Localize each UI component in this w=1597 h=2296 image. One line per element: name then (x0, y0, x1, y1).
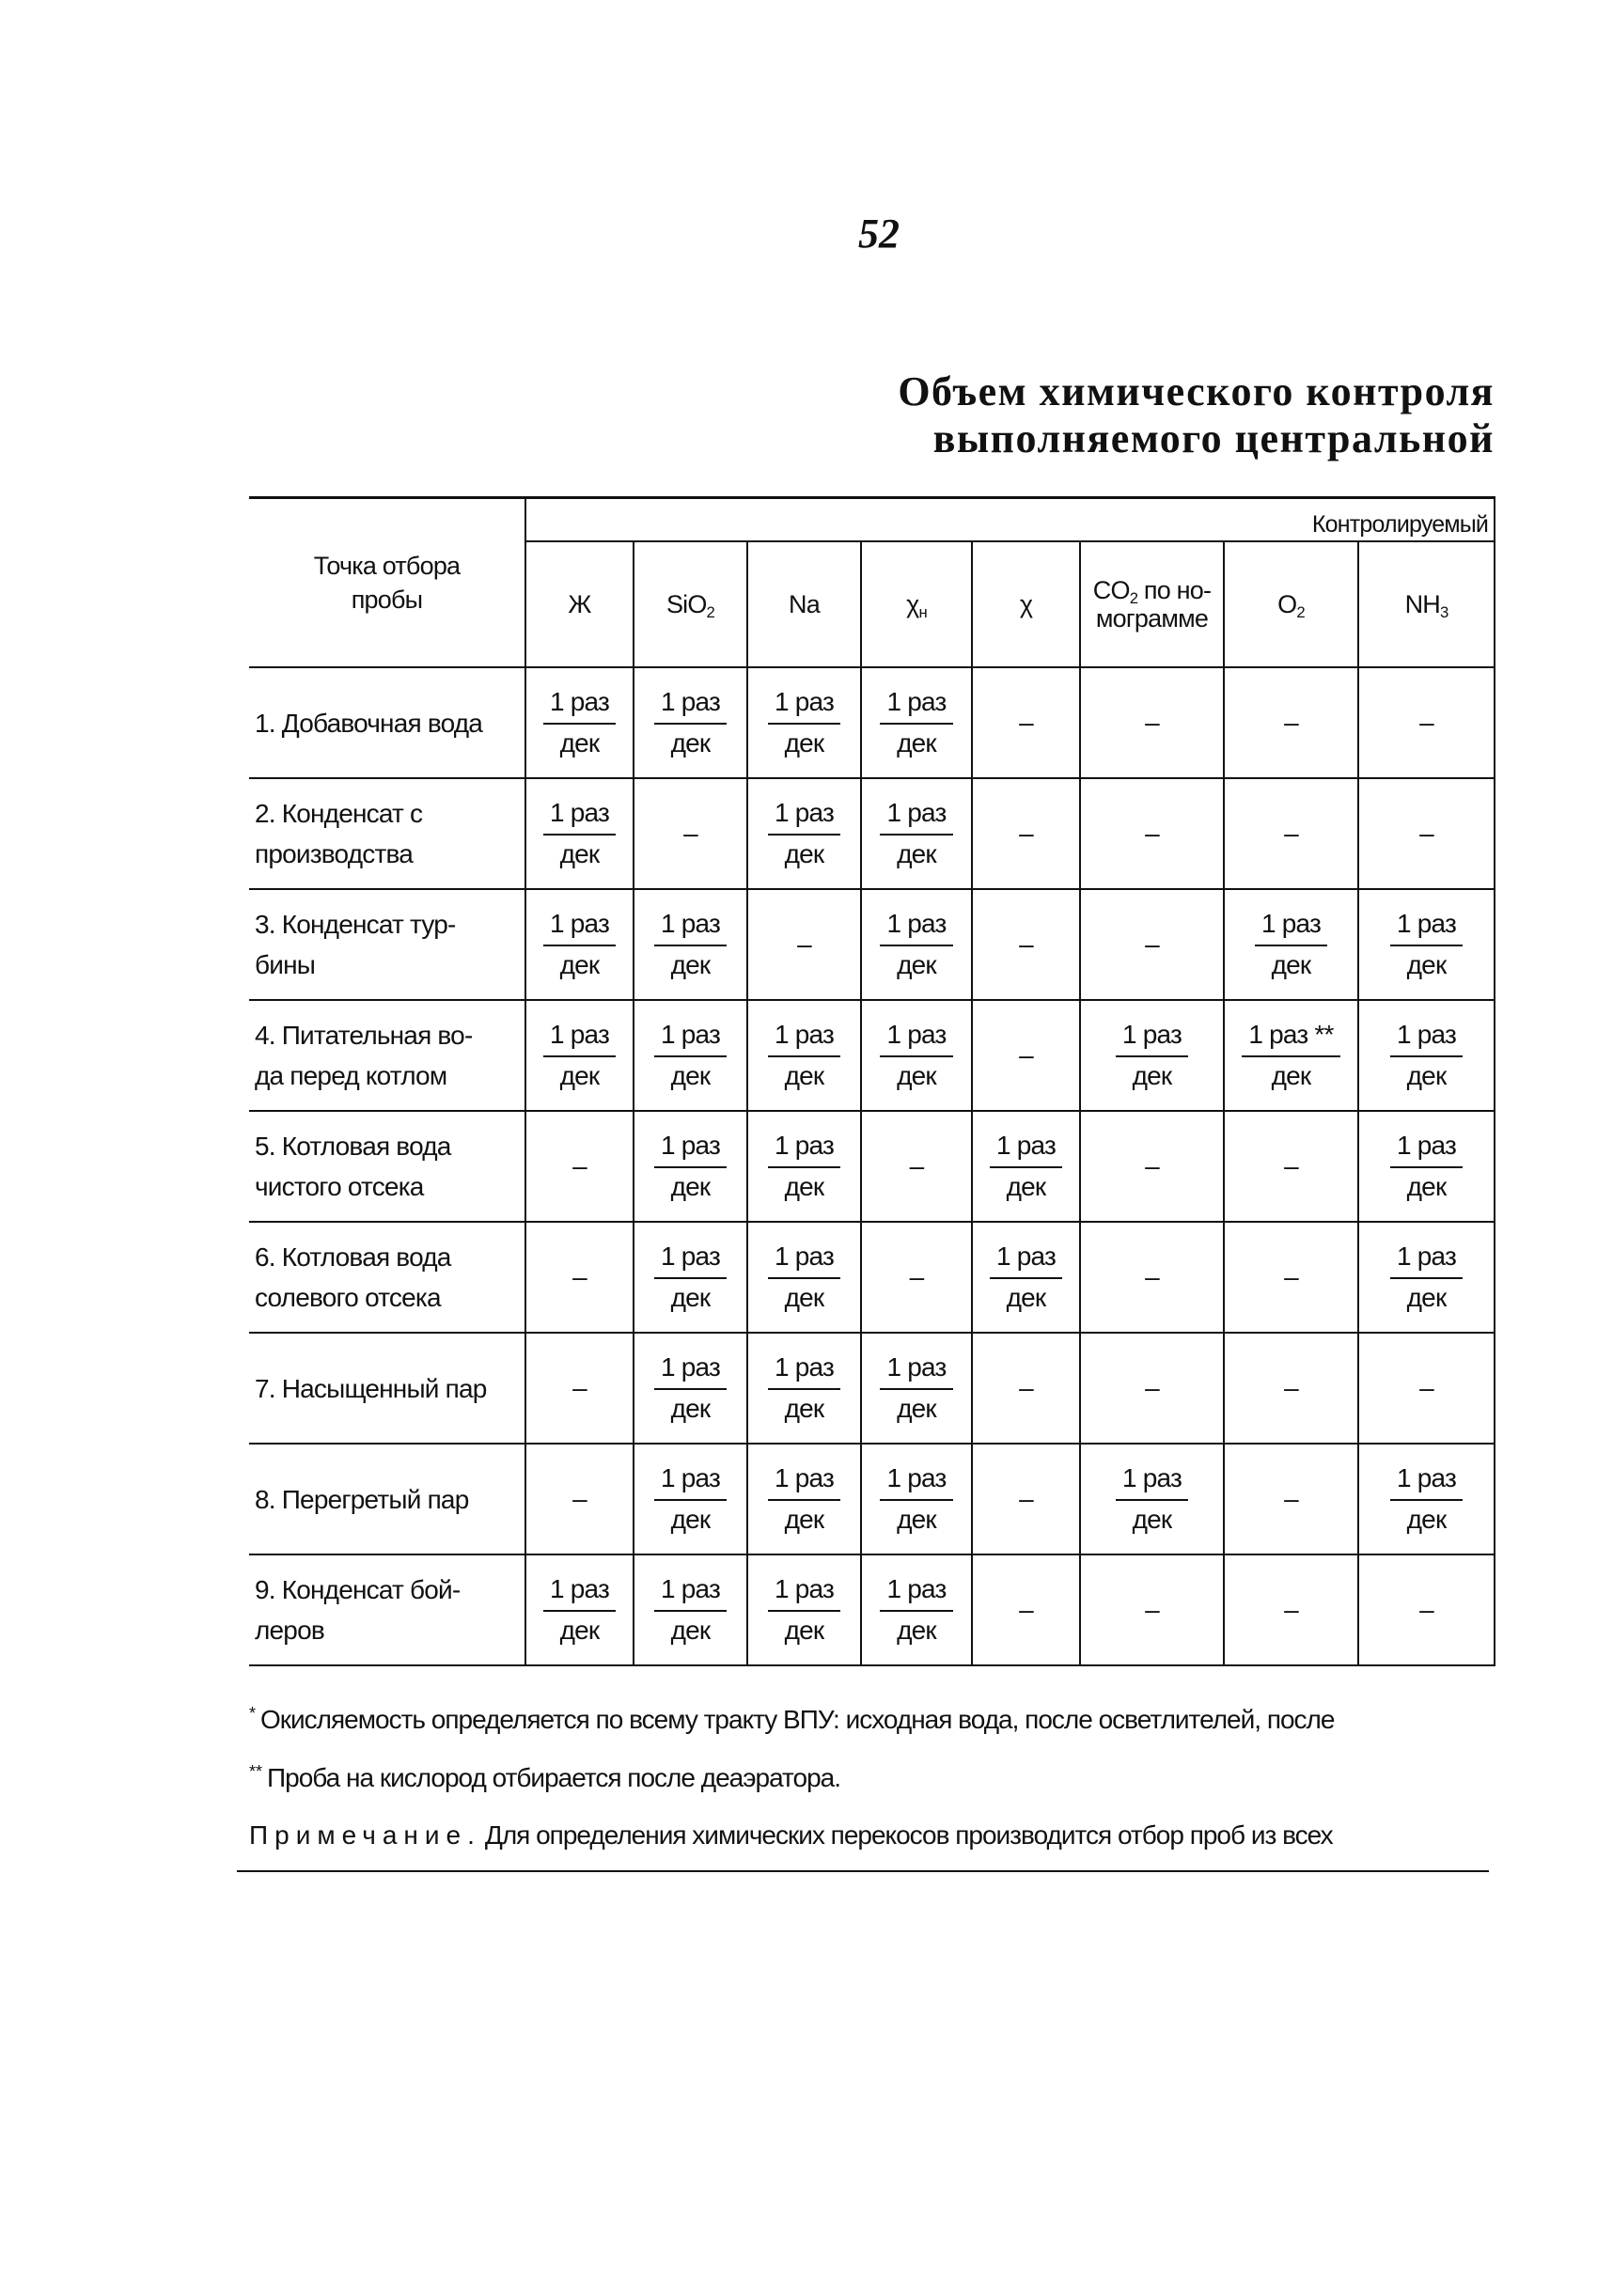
fraction (990, 1242, 1062, 1313)
fraction-denominator: дек (784, 1283, 824, 1312)
fraction (543, 798, 616, 869)
header-chi (972, 541, 1080, 667)
table-cell (861, 889, 972, 1000)
fraction (880, 798, 952, 869)
fraction (990, 1131, 1062, 1202)
fraction-numerator: 1 раз (654, 909, 727, 946)
fraction (1255, 909, 1327, 980)
fraction-denominator: дек (897, 1505, 936, 1534)
fraction-denominator: дек (1406, 1172, 1447, 1201)
fraction-denominator: дек (670, 1505, 711, 1534)
table-cell (634, 1444, 747, 1554)
table-cell (1358, 889, 1495, 1000)
header-subscript: 3 (1439, 602, 1448, 621)
dash-value: – (797, 929, 811, 959)
table-cell (747, 778, 861, 889)
table-cell (1080, 889, 1224, 1000)
dash-value: – (572, 1484, 587, 1513)
dash-value: – (1284, 819, 1298, 848)
fraction-numerator: 1 раз (1116, 1020, 1188, 1057)
table-cell (861, 1333, 972, 1444)
footnote-marker: ** (249, 1762, 263, 1781)
fraction-denominator: дек (670, 1172, 711, 1201)
row-label: 4. Питательная во- да перед котлом (249, 1000, 525, 1111)
fraction (1390, 909, 1463, 980)
fraction (880, 687, 952, 758)
table-row (249, 778, 1495, 889)
fraction (654, 1020, 727, 1091)
header-symbol: Ж (568, 589, 591, 618)
row-label: 9. Конденсат бой- леров (249, 1554, 525, 1665)
footnote-text: Проба на кислород отбирается после деаэратора. (267, 1763, 841, 1792)
fraction-numerator: 1 раз (654, 1463, 727, 1501)
fraction-numerator: 1 раз (768, 687, 840, 725)
fraction-denominator: дек (670, 1061, 711, 1090)
fraction-denominator: дек (670, 1283, 711, 1312)
table-row (249, 1444, 1495, 1554)
fraction-numerator: 1 раз (1390, 909, 1463, 946)
table-cell (1358, 1000, 1495, 1111)
fraction-denominator: дек (670, 950, 711, 979)
table-cell (634, 1554, 747, 1665)
fraction (768, 1463, 840, 1535)
dash-value: – (1284, 1262, 1298, 1291)
table-cell (861, 778, 972, 889)
fraction-numerator: 1 раз (990, 1131, 1062, 1168)
fraction-numerator: 1 раз (654, 1131, 727, 1168)
table-cell (747, 1111, 861, 1222)
fraction-numerator: 1 раз (880, 1352, 952, 1390)
table-cell (1358, 1222, 1495, 1333)
fraction (768, 1242, 840, 1313)
footnote-1 (249, 1697, 1334, 1736)
fraction-denominator: дек (784, 1172, 824, 1201)
fraction (654, 1242, 727, 1313)
dash-value: – (1145, 929, 1159, 959)
table-cell (972, 1554, 1080, 1665)
table-cell (1224, 667, 1358, 778)
fraction-numerator: 1 раз (543, 687, 616, 725)
table-cell (1358, 1444, 1495, 1554)
fraction-numerator: 1 раз (768, 1574, 840, 1612)
table-cell (1224, 1554, 1358, 1665)
table-cell (861, 1111, 972, 1222)
fraction-numerator: 1 раз (880, 798, 952, 836)
table-row (249, 1333, 1495, 1444)
fraction-denominator: дек (670, 1394, 711, 1423)
dash-value: – (1019, 1373, 1033, 1402)
table-cell (634, 667, 747, 778)
fraction-denominator: дек (559, 728, 600, 758)
table-cell (1224, 1111, 1358, 1222)
header-o2 (1224, 541, 1358, 667)
fraction-denominator: дек (1406, 1505, 1447, 1534)
dash-value: – (1019, 1040, 1033, 1070)
dash-value: – (1019, 1484, 1033, 1513)
table-cell (972, 1444, 1080, 1554)
dash-value: – (1019, 819, 1033, 848)
fraction-denominator: дек (1006, 1172, 1046, 1201)
table-cell (525, 667, 634, 778)
chemical-control-table (249, 496, 1495, 1666)
dash-value: – (1419, 1595, 1433, 1624)
header-subscript: 2 (706, 602, 715, 621)
fraction-numerator: 1 раз (768, 1463, 840, 1501)
table-cell (747, 1333, 861, 1444)
dash-value: – (683, 819, 697, 848)
fraction-numerator: 1 раз (1390, 1463, 1463, 1501)
table-cell (1080, 1333, 1224, 1444)
fraction (880, 1463, 952, 1535)
fraction-denominator: дек (1406, 1061, 1447, 1090)
fraction (654, 1574, 727, 1646)
fraction (543, 909, 616, 980)
header-zh (525, 541, 634, 667)
note-label: Примечание. (249, 1820, 481, 1850)
fraction-denominator: дек (897, 1394, 936, 1423)
title-line-2: выполняемого центральной (932, 415, 1495, 461)
table-cell (972, 1000, 1080, 1111)
dash-value: – (1145, 1595, 1159, 1624)
table-row (249, 667, 1495, 778)
fraction-numerator: 1 раз (543, 1574, 616, 1612)
fraction-denominator: дек (784, 1505, 824, 1534)
fraction-numerator: 1 раз (654, 1574, 727, 1612)
dash-value: – (909, 1151, 924, 1180)
fraction (768, 1574, 840, 1646)
header-sampling-point: Точка отбора пробы (249, 498, 525, 668)
table-header (249, 498, 1495, 668)
row-label: 8. Перегретый пар (249, 1444, 525, 1554)
fraction-denominator: дек (784, 728, 824, 758)
table-cell (1358, 1554, 1495, 1665)
fraction-numerator: 1 раз (880, 909, 952, 946)
fraction-denominator: дек (897, 1616, 936, 1645)
dash-value: – (572, 1262, 587, 1291)
table-cell (747, 1000, 861, 1111)
table-cell (525, 1554, 634, 1665)
dash-value: – (1284, 1151, 1298, 1180)
fraction-numerator: 1 раз (880, 1020, 952, 1057)
table-cell (861, 1554, 972, 1665)
table-cell (861, 1444, 972, 1554)
fraction (1390, 1242, 1463, 1313)
document-title (898, 368, 1495, 462)
table-cell (1358, 778, 1495, 889)
fraction-numerator: 1 раз (768, 798, 840, 836)
row-label: 5. Котловая вода чистого отсека (249, 1111, 525, 1222)
header-sio2 (634, 541, 747, 667)
fraction-numerator: 1 раз (654, 1242, 727, 1279)
dash-value: – (1019, 929, 1033, 959)
table-cell (747, 1444, 861, 1554)
table-cell (1224, 1222, 1358, 1333)
fraction-numerator: 1 раз (768, 1242, 840, 1279)
fraction-numerator: 1 раз (1390, 1242, 1463, 1279)
table-cell (634, 1333, 747, 1444)
table-cell (861, 1222, 972, 1333)
table-cell (1358, 1111, 1495, 1222)
table-cell (525, 1222, 634, 1333)
table-row (249, 1000, 1495, 1111)
fraction (654, 1131, 727, 1202)
fraction (880, 1020, 952, 1091)
header-symbol: NH (1404, 589, 1440, 618)
dash-value: – (1019, 1595, 1033, 1624)
table-cell (525, 1000, 634, 1111)
fraction-denominator: дек (897, 839, 936, 868)
header-subscript: н (918, 602, 927, 621)
fraction (768, 687, 840, 758)
fraction-numerator: 1 раз (768, 1020, 840, 1057)
footnote-text: Окисляемость определяется по всему тракту ВПУ: исходная вода, после осветлителей, после (260, 1705, 1335, 1734)
header-symbol: Na (789, 589, 820, 618)
fraction-denominator: дек (1132, 1505, 1172, 1534)
table-cell (972, 1222, 1080, 1333)
table-cell (972, 778, 1080, 889)
dash-value: – (1145, 708, 1159, 737)
fraction-numerator: 1 раз (543, 798, 616, 836)
table-cell (634, 889, 747, 1000)
fraction-numerator: 1 раз (543, 909, 616, 946)
page-number: 52 (858, 211, 900, 257)
fraction (654, 909, 727, 980)
table-cell (972, 889, 1080, 1000)
header-symbol: χ (906, 589, 919, 618)
table-cell (972, 1111, 1080, 1222)
fraction-numerator: 1 раз (1255, 909, 1327, 946)
table-body (249, 667, 1495, 1665)
note-text: Для определения химических перекосов производится отбор проб из всех (484, 1820, 1333, 1850)
table-cell (972, 1333, 1080, 1444)
header-symbol: SiO (665, 589, 707, 618)
table-cell (861, 667, 972, 778)
table-row (249, 889, 1495, 1000)
fraction (654, 1463, 727, 1535)
fraction-numerator: 1 раз (880, 1463, 952, 1501)
fraction-denominator: дек (1406, 1283, 1447, 1312)
fraction-denominator: дек (1132, 1061, 1172, 1090)
fraction-denominator: дек (897, 950, 936, 979)
fraction-denominator: дек (670, 728, 711, 758)
fraction-denominator: дек (1271, 1061, 1311, 1090)
table-cell (525, 778, 634, 889)
fraction-numerator: 1 раз (768, 1352, 840, 1390)
fraction-numerator: 1 раз (768, 1131, 840, 1168)
dash-value: – (909, 1262, 924, 1291)
header-na (747, 541, 861, 667)
dash-value: – (1284, 1484, 1298, 1513)
fraction-denominator: дек (784, 839, 824, 868)
header-controlled-parameters: Контролируемый (525, 498, 1495, 542)
fraction (1390, 1463, 1463, 1535)
dash-value: – (1145, 819, 1159, 848)
table-cell (1080, 1554, 1224, 1665)
table-cell (525, 1444, 634, 1554)
fraction-denominator: дек (784, 1616, 824, 1645)
table-cell (1080, 1222, 1224, 1333)
fraction-denominator: дек (897, 728, 936, 758)
table-cell (1358, 1333, 1495, 1444)
table-cell (1080, 1000, 1224, 1111)
fraction-denominator: дек (559, 1616, 600, 1645)
header-symbol: CO (1092, 576, 1130, 604)
header-suffix: по но- мограмме (1095, 576, 1212, 633)
table-cell (634, 1111, 747, 1222)
fraction (768, 1352, 840, 1424)
row-label: 1. Добавочная вода (249, 667, 525, 778)
header-subscript: 2 (1296, 602, 1305, 621)
table-cell (1080, 778, 1224, 889)
table-cell (861, 1000, 972, 1111)
dash-value: – (1284, 1373, 1298, 1402)
header-subscript: 2 (1129, 589, 1138, 608)
row-label: 7. Насыщенный пар (249, 1333, 525, 1444)
fraction-denominator: дек (670, 1616, 711, 1645)
table-cell (1080, 1111, 1224, 1222)
table-cell (1224, 1444, 1358, 1554)
header-co2 (1080, 541, 1224, 667)
dash-value: – (1284, 1595, 1298, 1624)
table-cell (1080, 667, 1224, 778)
table-cell (747, 1222, 861, 1333)
fraction-denominator: дек (897, 1061, 936, 1090)
footnote-2 (249, 1756, 840, 1794)
dash-value: – (1019, 708, 1033, 737)
fraction (1116, 1020, 1188, 1091)
fraction (880, 1574, 952, 1646)
table-cell (1224, 1000, 1358, 1111)
fraction-numerator: 1 раз (880, 1574, 952, 1612)
fraction (1242, 1020, 1339, 1091)
table-cell (1358, 667, 1495, 778)
fraction (543, 687, 616, 758)
fraction (654, 1352, 727, 1424)
dash-value: – (572, 1151, 587, 1180)
table-row (249, 1222, 1495, 1333)
footnote-marker: * (249, 1704, 257, 1723)
fraction (1390, 1131, 1463, 1202)
row-label: 2. Конденсат с производства (249, 778, 525, 889)
dash-value: – (1419, 708, 1433, 737)
fraction (768, 1020, 840, 1091)
dash-value: – (1145, 1262, 1159, 1291)
fraction-numerator: 1 раз (1116, 1463, 1188, 1501)
fraction-denominator: дек (559, 839, 600, 868)
table-cell (972, 667, 1080, 778)
dash-value: – (1284, 708, 1298, 737)
header-symbol: O (1277, 589, 1297, 618)
dash-value: – (1145, 1373, 1159, 1402)
header-symbol: χ (1019, 589, 1033, 618)
fraction-numerator: 1 раз (543, 1020, 616, 1057)
fraction-numerator: 1 раз (654, 687, 727, 725)
table-cell (634, 1000, 747, 1111)
fraction-numerator: 1 раз (880, 687, 952, 725)
table-cell (747, 667, 861, 778)
table-cell (525, 889, 634, 1000)
fraction-numerator: 1 раз ** (1242, 1020, 1339, 1057)
fraction (880, 1352, 952, 1424)
table-cell (1224, 1333, 1358, 1444)
fraction-numerator: 1 раз (990, 1242, 1062, 1279)
fraction-denominator: дек (1006, 1283, 1046, 1312)
table-row (249, 1111, 1495, 1222)
dash-value: – (1419, 819, 1433, 848)
table-cell (634, 1222, 747, 1333)
table-row (249, 1554, 1495, 1665)
header-nh3 (1358, 541, 1495, 667)
fraction (543, 1020, 616, 1091)
header-row (249, 498, 1495, 542)
fraction-numerator: 1 раз (1390, 1020, 1463, 1057)
fraction-denominator: дек (559, 950, 600, 979)
table-cell (1224, 778, 1358, 889)
table-cell (525, 1111, 634, 1222)
dash-value: – (572, 1373, 587, 1402)
row-label: 3. Конденсат тур- бины (249, 889, 525, 1000)
table-cell (747, 889, 861, 1000)
table-cell (1080, 1444, 1224, 1554)
fraction (768, 1131, 840, 1202)
fraction-numerator: 1 раз (1390, 1131, 1463, 1168)
table-cell (1224, 889, 1358, 1000)
fraction-denominator: дек (784, 1061, 824, 1090)
table-cell (525, 1333, 634, 1444)
fraction (768, 798, 840, 869)
fraction-numerator: 1 раз (654, 1352, 727, 1390)
fraction-numerator: 1 раз (654, 1020, 727, 1057)
fraction-denominator: дек (559, 1061, 600, 1090)
table-cell (747, 1554, 861, 1665)
table-cell (634, 778, 747, 889)
title-line-1: Объем химического контроля (898, 368, 1495, 414)
bottom-rule (237, 1870, 1489, 1872)
note (249, 1820, 1333, 1851)
fraction-denominator: дек (784, 1394, 824, 1423)
header-chi-n (861, 541, 972, 667)
fraction-denominator: дек (1406, 950, 1447, 979)
fraction-denominator: дек (1271, 950, 1311, 979)
fraction (1390, 1020, 1463, 1091)
fraction (654, 687, 727, 758)
dash-value: – (1145, 1151, 1159, 1180)
fraction (880, 909, 952, 980)
fraction (1116, 1463, 1188, 1535)
fraction (543, 1574, 616, 1646)
row-label: 6. Котловая вода солевого отсека (249, 1222, 525, 1333)
dash-value: – (1419, 1373, 1433, 1402)
